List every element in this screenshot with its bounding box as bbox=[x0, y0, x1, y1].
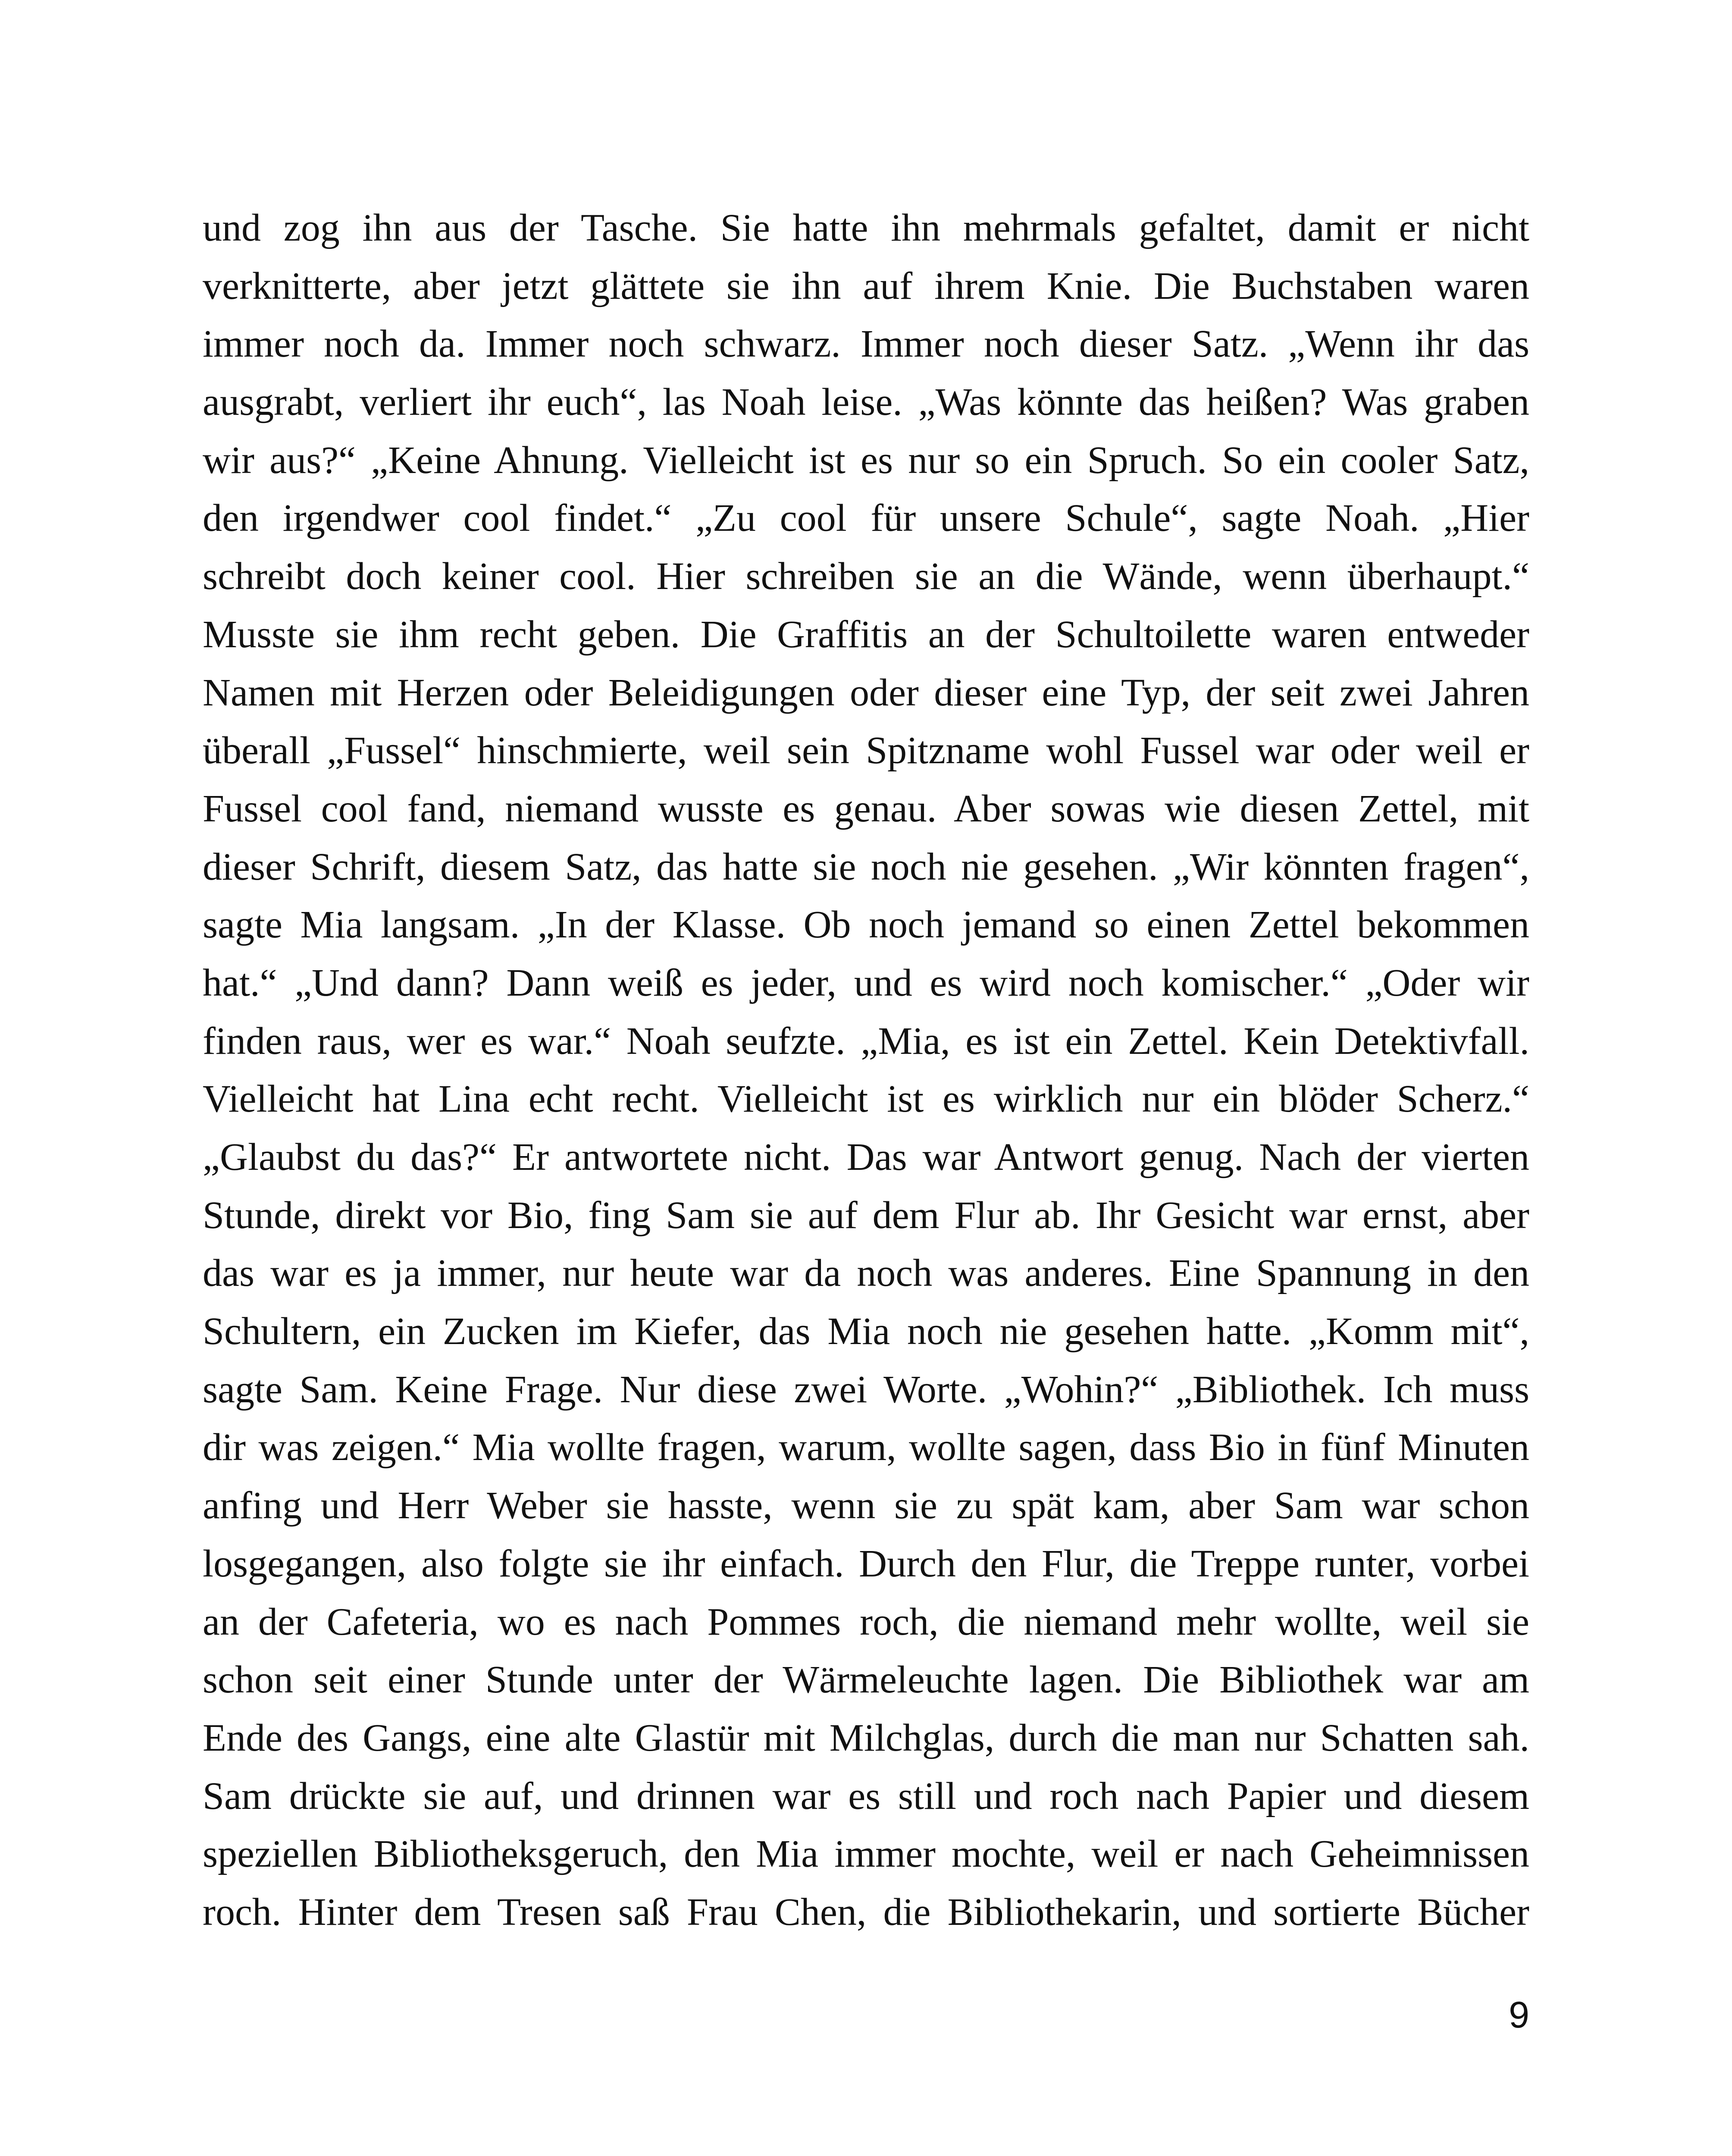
text-line: und zog ihn aus der Tasche. Sie hatte ihn mehrmals gefaltet, damit er nicht bbox=[203, 207, 1529, 249]
text-line: Fussel cool fand, niemand wusste es genau. Aber sowas wie diesen Zettel, mit bbox=[203, 787, 1529, 830]
body-text bbox=[203, 199, 1529, 1942]
text-line: speziellen Bibliotheksgeruch, den Mia immer mochte, weil er nach Geheimnissen bbox=[203, 1833, 1529, 1876]
text-line: Stunde, direkt vor Bio, fing Sam sie auf dem Flur ab. Ihr Gesicht war ernst, aber bbox=[203, 1194, 1529, 1237]
text-line: dir was zeigen.“ Mia wollte fragen, warum, wollte sagen, dass Bio in fünf Minuten bbox=[203, 1426, 1529, 1469]
text-line: losgegangen, also folgte sie ihr einfach. Durch den Flur, die Treppe runter, vorbei bbox=[203, 1542, 1529, 1585]
text-line: ausgrabt, verliert ihr euch“, las Noah leise. „Was könnte das heißen? Was graben bbox=[203, 381, 1529, 424]
text-line: anfing und Herr Weber sie hasste, wenn sie zu spät kam, aber Sam war schon bbox=[203, 1484, 1529, 1527]
text-line: überall „Fussel“ hinschmierte, weil sein Spitzname wohl Fussel war oder weil er bbox=[203, 729, 1529, 772]
text-line: wir aus?“ „Keine Ahnung. Vielleicht ist es nur so ein Spruch. So ein cooler Satz, bbox=[203, 439, 1529, 482]
text-line: hat.“ „Und dann? Dann weiß es jeder, und es wird noch komischer.“ „Oder wir bbox=[203, 961, 1529, 1004]
text-line: den irgendwer cool findet.“ „Zu cool für unsere Schule“, sagte Noah. „Hier bbox=[203, 497, 1529, 540]
text-line: roch. Hinter dem Tresen saß Frau Chen, die Bibliothekarin, und sortierte Bücher bbox=[203, 1890, 1529, 1934]
text-line: sagte Mia langsam. „In der Klasse. Ob noch jemand so einen Zettel bekommen bbox=[203, 903, 1529, 946]
text-line: schreibt doch keiner cool. Hier schreiben sie an die Wände, wenn überhaupt.“ bbox=[203, 555, 1529, 598]
page-number: 9 bbox=[1509, 1994, 1529, 2036]
text-line: „Glaubst du das?“ Er antwortete nicht. Das war Antwort genug. Nach der vierten bbox=[203, 1136, 1529, 1178]
text-line: Musste sie ihm recht geben. Die Graffitis an der Schultoilette waren entweder bbox=[203, 613, 1529, 656]
text-line: Ende des Gangs, eine alte Glastür mit Milchglas, durch die man nur Schatten sah. bbox=[203, 1716, 1529, 1759]
text-line: finden raus, wer es war.“ Noah seufzte. „Mia, es ist ein Zettel. Kein Detektivfall. bbox=[203, 1019, 1529, 1062]
text-line: schon seit einer Stunde unter der Wärmeleuchte lagen. Die Bibliothek war am bbox=[203, 1658, 1529, 1702]
text-line: das war es ja immer, nur heute war da noch was anderes. Eine Spannung in den bbox=[203, 1252, 1529, 1295]
text-line: Vielleicht hat Lina echt recht. Vielleicht ist es wirklich nur ein blöder Scherz.“ bbox=[203, 1078, 1529, 1121]
text-line: Sam drückte sie auf, und drinnen war es still und roch nach Papier und diesem bbox=[203, 1774, 1529, 1818]
text-line: verknitterte, aber jetzt glättete sie ihn auf ihrem Knie. Die Buchstaben waren bbox=[203, 264, 1529, 307]
text-line: Namen mit Herzen oder Beleidigungen oder dieser eine Typ, der seit zwei Jahren bbox=[203, 671, 1529, 714]
text-line: dieser Schrift, diesem Satz, das hatte sie noch nie gesehen. „Wir könnten fragen“, bbox=[203, 845, 1529, 888]
text-line: an der Cafeteria, wo es nach Pommes roch, die niemand mehr wollte, weil sie bbox=[203, 1600, 1529, 1643]
text-line: immer noch da. Immer noch schwarz. Immer noch dieser Satz. „Wenn ihr das bbox=[203, 323, 1529, 366]
text-line: Schultern, ein Zucken im Kiefer, das Mia noch nie gesehen hatte. „Komm mit“, bbox=[203, 1310, 1529, 1353]
text-line: sagte Sam. Keine Frage. Nur diese zwei Worte. „Wohin?“ „Bibliothek. Ich muss bbox=[203, 1368, 1529, 1411]
